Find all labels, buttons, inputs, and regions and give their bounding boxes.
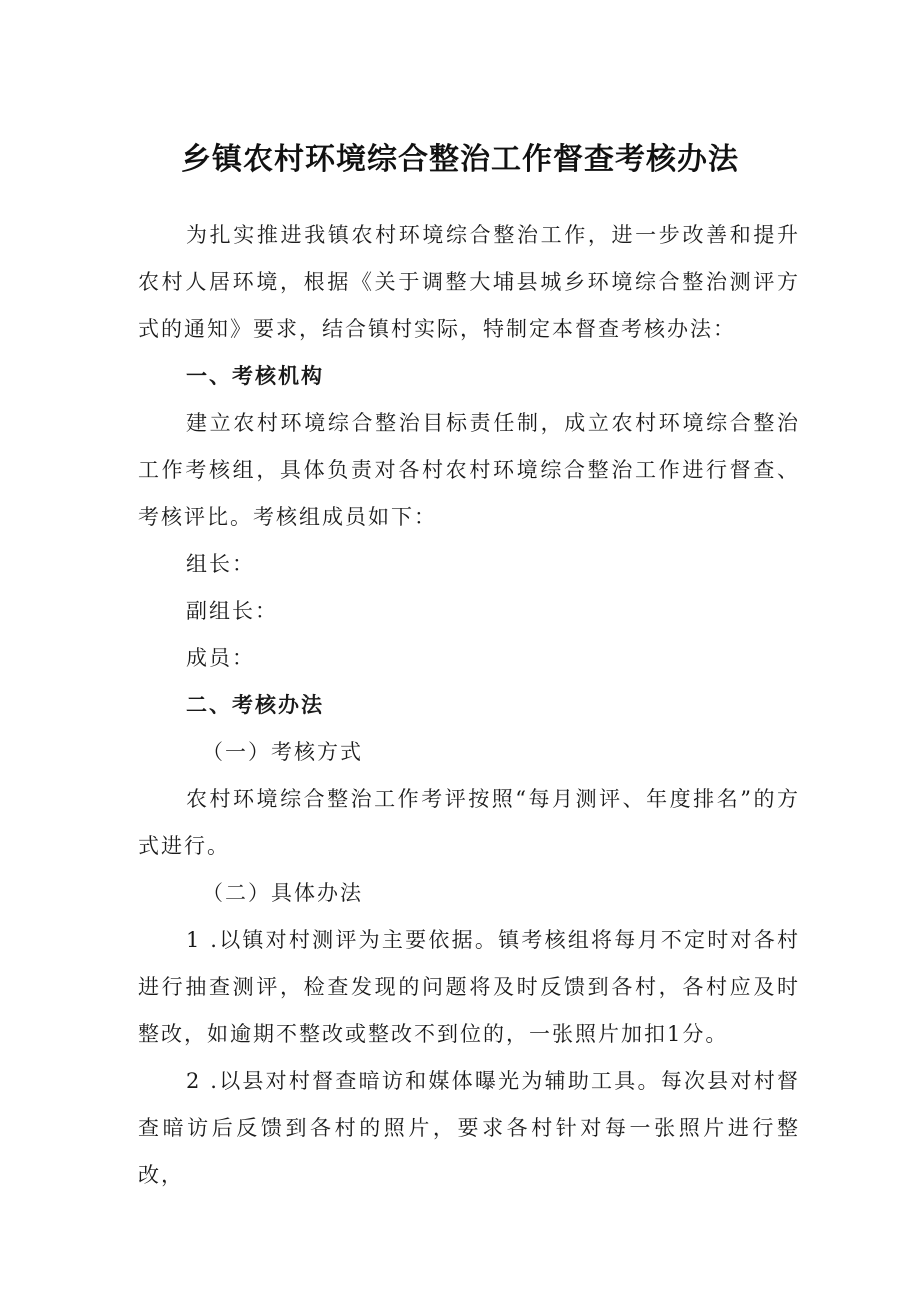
section-heading-organization: 一、考核机构 (186, 364, 324, 388)
subsection-heading-assessment-mode: （一）考核方式 (202, 740, 363, 764)
leader-line: 组长： (186, 552, 255, 576)
deputy-leader-line: 副组长： (186, 599, 278, 623)
members-line: 成员： (186, 646, 255, 670)
subsection-heading-specific-methods: （二）具体办法 (202, 881, 363, 905)
document-title: 乡镇农村环境综合整治工作督查考核办法 (181, 142, 739, 177)
section-heading-method: 二、考核办法 (186, 693, 324, 717)
method-item-1: 1 .以镇对村测评为主要依据。镇考核组将每月不定时对各村进行抽查测评，检查发现的问题将及时反馈到各村，各村应及时整改，如逾期不整改或整改不到位的，一张照片加扣1分。 (138, 928, 800, 1046)
document-body (138, 212, 800, 1199)
organization-paragraph: 建立农村环境综合整治目标责任制，成立农村环境综合整治工作考核组，具体负责对各村农村环境综合整治工作进行督查、考核评比。考核组成员如下： (138, 411, 800, 529)
intro-paragraph: 为扎实推进我镇农村环境综合整治工作，进一步改善和提升农村人居环境，根据《关于调整大埔县城乡环境综合整治测评方式的通知》要求，结合镇村实际，特制定本督查考核办法： (138, 223, 800, 341)
assessment-mode-paragraph: 农村环境综合整治工作考评按照“每月测评、年度排名”的方式进行。 (138, 787, 800, 858)
method-item-2: 2 .以县对村督查暗访和媒体曝光为辅助工具。每次县对村督查暗访后反馈到各村的照片，要求各村针对每一张照片进行整改， (138, 1069, 800, 1187)
